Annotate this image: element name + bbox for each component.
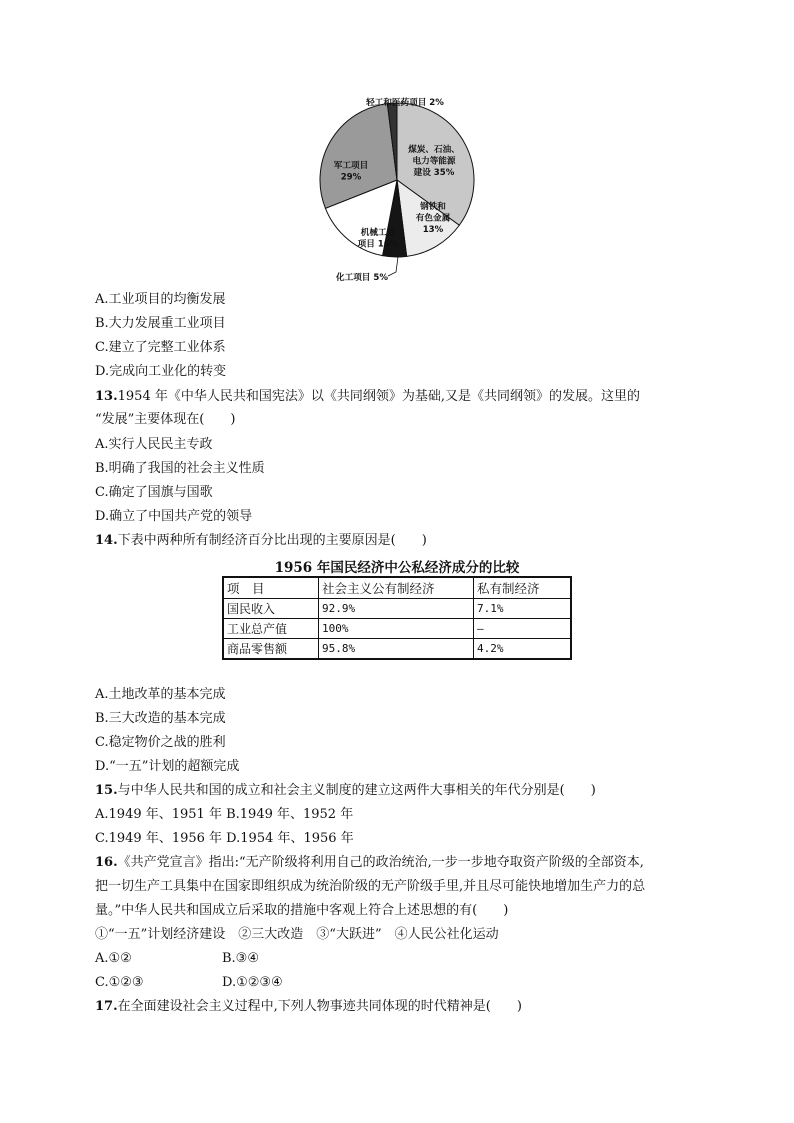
pie-label-line: 建设 35% — [413, 168, 455, 179]
pie-svg — [300, 92, 500, 292]
q16-stem-line1 — [95, 854, 644, 872]
q14-option-d: D.“一五”计划的超额完成 — [95, 759, 240, 774]
table-cell: 工业总产值 — [223, 619, 319, 639]
pie-label-line: 钢铁和 — [420, 202, 446, 212]
q14-option-a: A.土地改革的基本完成 — [95, 687, 226, 702]
q14-number: 14. — [95, 533, 118, 548]
pie-label-line: 机械工业 — [360, 228, 396, 238]
table-row — [223, 599, 571, 619]
q12-option-c: C.建立了完整工业体系 — [95, 340, 226, 355]
q16-option-d: D.①②③④ — [222, 975, 283, 990]
q13-stem-line1 — [95, 388, 640, 406]
pie-label-line: 29% — [340, 172, 362, 183]
investment-pie-chart — [300, 92, 500, 292]
pie-label-line: 13% — [422, 225, 444, 236]
leader-line — [388, 257, 398, 276]
q13-option-c: C.确定了国旗与国歌 — [95, 485, 213, 500]
q16-stem-line3: 量。”中华人民共和国成立后采取的措施中客观上符合上述思想的有( ) — [95, 903, 509, 918]
q12-option-d: D.完成向工业化的转变 — [95, 364, 227, 379]
table-cell: 95.8% — [319, 639, 474, 660]
pie-slice-label — [365, 96, 444, 108]
q13-stem-text: 1954 年《中华人民共和国宪法》以《共同纲领》为基础,又是《共同纲领》的发展。这里的 — [117, 389, 640, 404]
pie-label-line: 有色金属 — [415, 213, 451, 224]
table-cell: 100% — [319, 619, 474, 639]
q16-option-a: A.①② — [95, 951, 132, 966]
q17-stem — [95, 998, 522, 1016]
q15-number: 15. — [95, 783, 118, 798]
pie-slice-label — [358, 226, 399, 250]
pie-label-line: 项目 16% — [357, 239, 399, 250]
q13-stem-line2: “发展”主要体现在( ) — [95, 412, 236, 427]
table-row — [223, 639, 571, 660]
pie-label-line: 煤炭、石油、 — [408, 145, 460, 155]
table-cell: 国民收入 — [223, 599, 319, 619]
table-cell: 92.9% — [319, 599, 474, 619]
ownership-comparison-table — [222, 576, 572, 660]
q15-stem-text: 与中华人民共和国的成立和社会主义制度的建立这两件大事相关的年代分别是( ) — [117, 783, 596, 798]
q16-option-b: B.③④ — [222, 951, 259, 966]
q16-items: ①“一五”计划经济建设 ②三大改造 ③“大跃进” ④人民公社化运动 — [95, 927, 499, 942]
q16-stem-text: 《共产党宣言》指出:“无产阶级将利用自己的政治统治,一步一步地夺取资产阶级的全部资本, — [117, 855, 644, 870]
q13-option-a: A.实行人民民主专政 — [95, 437, 213, 452]
table-cell: 7.1% — [474, 599, 572, 619]
pie-label-line: 电力等能源 — [412, 156, 456, 167]
q14-stem — [95, 532, 427, 550]
table-cell: 商品零售额 — [223, 639, 319, 660]
q13-number: 13. — [95, 389, 118, 404]
q17-stem-text: 在全面建设社会主义过程中,下列人物事迹共同体现的时代精神是( ) — [117, 999, 522, 1014]
q15-options-line2: C.1949 年、1956 年 D.1954 年、1956 年 — [95, 831, 354, 846]
q17-number: 17. — [95, 999, 118, 1014]
pie-label-line: 军工项目 — [333, 161, 369, 171]
q14-table-title: 1956 年国民经济中公私经济成分的比较 — [274, 560, 520, 576]
pie-label-line: 轻工和医药项目 2% — [366, 98, 444, 108]
table-row — [223, 619, 571, 639]
q14-option-b: B.三大改造的基本完成 — [95, 711, 226, 726]
q15-options-line1: A.1949 年、1951 年 B.1949 年、1952 年 — [95, 807, 354, 822]
q16-number: 16. — [95, 855, 118, 870]
table-header-public: 社会主义公有制经济 — [319, 577, 474, 599]
q13-option-d: D.确立了中国共产党的领导 — [95, 509, 253, 524]
table-header-private: 私有制经济 — [474, 577, 572, 599]
pie-slice-label — [407, 143, 460, 178]
table-header-item: 项 目 — [223, 577, 319, 599]
q14-option-c: C.稳定物价之战的胜利 — [95, 735, 226, 750]
pie-label-line: 化工项目 5% — [336, 273, 388, 283]
q12-option-b: B.大力发展重工业项目 — [95, 316, 226, 331]
table-cell: 4.2% — [474, 639, 572, 660]
q15-stem — [95, 782, 596, 800]
table-cell: — — [474, 619, 572, 639]
q14-stem-text: 下表中两种所有制经济百分比出现的主要原因是( ) — [117, 533, 427, 548]
q16-stem-line2: 把一切生产工具集中在国家即组织成为统治阶级的无产阶级手里,并且尽可能快地增加生产力的总 — [95, 879, 646, 894]
q12-option-a: A.工业项目的均衡发展 — [95, 292, 226, 307]
q16-option-c: C.①②③ — [95, 975, 144, 990]
q13-option-b: B.明确了我国的社会主义性质 — [95, 461, 265, 476]
table-header-row — [223, 577, 571, 599]
pie-slice-label — [335, 271, 388, 283]
